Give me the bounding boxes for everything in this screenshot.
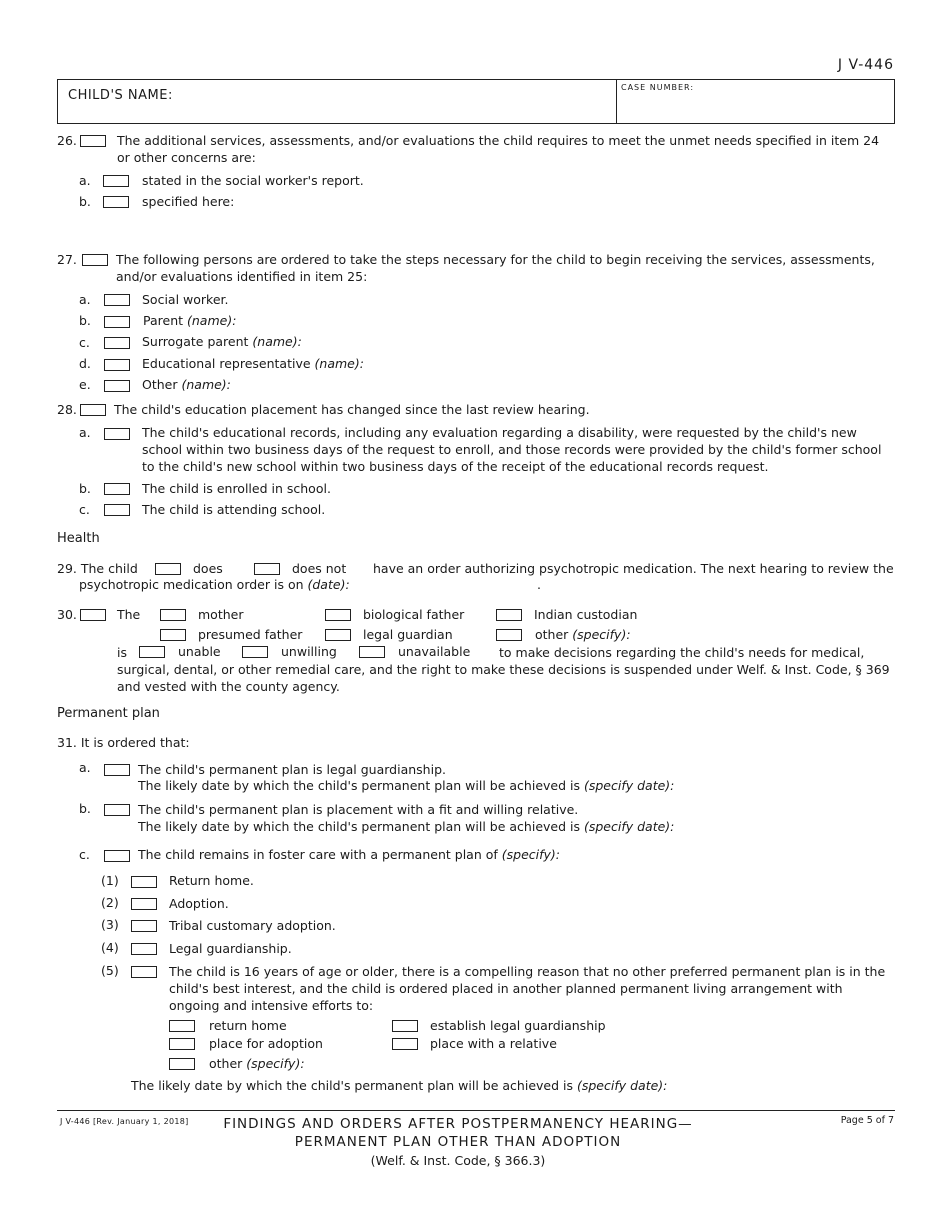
efforts-other-specify: (specify): — [246, 1056, 305, 1071]
item31c5-checkbox[interactable] — [131, 966, 157, 978]
item30-text: to make decisions regarding the child's needs for medical, — [499, 645, 865, 660]
item31a-text: The child's permanent plan is legal guardianship. — [138, 762, 446, 777]
footer-revision: J V-446 [Rev. January 1, 2018] — [60, 1117, 189, 1126]
item29-line2-text: psychotropic medication order is on — [79, 577, 304, 592]
efforts-place-for-adoption-label: place for adoption — [209, 1036, 323, 1051]
item31c1-number: (1) — [101, 873, 119, 888]
header-box — [57, 79, 895, 124]
item27e-label — [142, 377, 231, 392]
footer-rule — [57, 1110, 895, 1111]
item31c3-label: Tribal customary adoption. — [169, 918, 336, 933]
item30-other-specify: (specify): — [572, 627, 631, 642]
item27a-letter: a. — [79, 292, 91, 307]
item28a-letter: a. — [79, 425, 91, 440]
item27-text: The following persons are ordered to take the steps necessary for the child to begin receiving the services, assessments, and/or evaluations identified in item 25: — [116, 252, 875, 284]
item31b-likely-date-text: The likely date by which the child's permanent plan will be achieved is — [138, 819, 580, 834]
health-heading: Health — [57, 531, 100, 546]
item31a-likely-date — [138, 778, 674, 793]
efforts-establish-guardianship-label: establish legal guardianship — [430, 1018, 606, 1033]
item28c-letter: c. — [79, 502, 90, 517]
item31a-specify-date: (specify date): — [583, 778, 675, 793]
item31c4-checkbox[interactable] — [131, 943, 157, 955]
item26-checkbox[interactable] — [80, 135, 106, 147]
item31c2-number: (2) — [101, 895, 119, 910]
item31b-text: The child's permanent plan is placement with a fit and willing relative. — [138, 802, 579, 817]
efforts-return-home-label: return home — [209, 1018, 287, 1033]
item31c1-checkbox[interactable] — [131, 876, 157, 888]
item27e-label-text: Other — [142, 377, 178, 392]
item30-legal-guardian-label: legal guardian — [363, 627, 453, 642]
item30-checkbox[interactable] — [80, 609, 106, 621]
efforts-place-for-adoption-checkbox[interactable] — [169, 1038, 195, 1050]
item27e-letter: e. — [79, 377, 91, 392]
item29-line2 — [79, 577, 350, 592]
item30-other-label — [535, 627, 631, 642]
item28a-checkbox[interactable] — [104, 428, 130, 440]
item26a-text: stated in the social worker's report. — [142, 173, 364, 188]
item31c2-label: Adoption. — [169, 896, 229, 911]
item31c-text-main: The child remains in foster care with a permanent plan of — [138, 847, 498, 862]
item31c3-checkbox[interactable] — [131, 920, 157, 932]
item27a-checkbox[interactable] — [104, 294, 130, 306]
item30-unwilling-label: unwilling — [281, 644, 337, 659]
item27d-name-hint: (name): — [314, 356, 364, 371]
item28a-text: The child's educational records, including any evaluation regarding a disability, were requested by the child's new school within two business days of the request to enroll, and those records were provided by the child's former school to the child's new school within two business days of the receipt of the educational records request. — [142, 425, 882, 474]
item31c-text — [138, 847, 560, 862]
item27b-label — [143, 313, 236, 328]
item29-period: . — [537, 577, 541, 592]
item30-unable-checkbox[interactable] — [139, 646, 165, 658]
footer-page-number: Page 5 of 7 — [840, 1115, 894, 1126]
item30-number: 30. — [57, 607, 77, 622]
item27c-letter: c. — [79, 335, 90, 350]
item26-number: 26. — [57, 133, 77, 148]
item27d-label — [142, 356, 364, 371]
item27b-letter: b. — [79, 313, 91, 328]
case-number-label: CASE NUMBER: — [621, 83, 695, 92]
item27c-name-hint: (name): — [252, 334, 302, 349]
item27-checkbox[interactable] — [82, 254, 108, 266]
footer-code: (Welf. & Inst. Code, § 366.3) — [370, 1153, 546, 1168]
item29-does-checkbox[interactable] — [155, 563, 181, 575]
item29-lead: 29. The child — [57, 561, 138, 576]
item31a-checkbox[interactable] — [104, 764, 130, 776]
efforts-other-checkbox[interactable] — [169, 1058, 195, 1070]
item31c-checkbox[interactable] — [104, 850, 130, 862]
item27c-label-text: Surrogate parent — [142, 334, 249, 349]
item30-mother-checkbox[interactable] — [160, 609, 186, 621]
item31c-specify: (specify): — [501, 847, 560, 862]
item31b-checkbox[interactable] — [104, 804, 130, 816]
item30-biological-father-label: biological father — [363, 607, 465, 622]
item28-number: 28. — [57, 402, 77, 417]
item27-number: 27. — [57, 252, 77, 267]
item29-does-label: does — [193, 561, 223, 576]
item31b-specify-date: (specify date): — [583, 819, 675, 834]
efforts-establish-guardianship-checkbox[interactable] — [392, 1020, 418, 1032]
item29-does-not-label: does not — [292, 561, 347, 576]
item31c1-label: Return home. — [169, 873, 254, 888]
item26b-text: specified here: — [142, 194, 235, 209]
efforts-place-with-relative-label: place with a relative — [430, 1036, 557, 1051]
item28c-text: The child is attending school. — [142, 502, 326, 517]
item27e-name-hint: (name): — [181, 377, 231, 392]
item30-biological-father-checkbox[interactable] — [325, 609, 351, 621]
efforts-other-text: other — [209, 1056, 243, 1071]
item27b-name-hint: (name): — [187, 313, 237, 328]
item29-date-hint: (date): — [307, 577, 350, 592]
efforts-place-with-relative-checkbox[interactable] — [392, 1038, 418, 1050]
item26a-letter: a. — [79, 173, 91, 188]
item26b-letter: b. — [79, 194, 91, 209]
item27d-label-text: Educational representative — [142, 356, 311, 371]
item31c2-checkbox[interactable] — [131, 898, 157, 910]
item31c5-label: The child is 16 years of age or older, there is a compelling reason that no other preferred permanent plan is in the child's best interest, and the child is ordered placed in another planned permanent living arrangement with ongoing and intensive efforts to: — [169, 964, 886, 1013]
item30-is: is — [117, 645, 127, 660]
item27b-checkbox[interactable] — [104, 316, 130, 328]
item28c-checkbox[interactable] — [104, 504, 130, 516]
item31c3-number: (3) — [101, 917, 119, 932]
item28b-checkbox[interactable] — [104, 483, 130, 495]
item26a-checkbox[interactable] — [103, 175, 129, 187]
item30-presumed-father-checkbox[interactable] — [160, 629, 186, 641]
header-divider — [616, 79, 617, 124]
form-id: J V-446 — [837, 57, 894, 73]
item30-indian-custodian-checkbox[interactable] — [496, 609, 522, 621]
item31a-letter: a. — [79, 760, 91, 775]
childs-name-label: CHILD'S NAME: — [68, 88, 173, 103]
item28b-letter: b. — [79, 481, 91, 496]
item31b-letter: b. — [79, 801, 91, 816]
item31a-likely-date-text: The likely date by which the child's permanent plan will be achieved is — [138, 778, 580, 793]
item30-legal-guardian-checkbox[interactable] — [325, 629, 351, 641]
item29-does-not-checkbox[interactable] — [254, 563, 280, 575]
item30-unavailable-label: unavailable — [398, 644, 471, 659]
item26b-checkbox[interactable] — [103, 196, 129, 208]
item31c4-number: (4) — [101, 940, 119, 955]
item30-line2: surgical, dental, or other remedial care, and the right to make these decisions is suspended under Welf. & Inst. Code, § 369 — [117, 662, 890, 677]
item31c-likely-date-text: The likely date by which the child's permanent plan will be achieved is — [131, 1078, 573, 1093]
item31-lead: 31. It is ordered that: — [57, 735, 190, 750]
item31c-specify-date: (specify date): — [576, 1078, 668, 1093]
item28-checkbox[interactable] — [80, 404, 106, 416]
item27d-checkbox[interactable] — [104, 359, 130, 371]
item27a-label: Social worker. — [142, 292, 229, 307]
permanent-plan-heading: Permanent plan — [57, 706, 160, 721]
item31c-letter: c. — [79, 847, 90, 862]
efforts-other-label — [209, 1056, 305, 1071]
item26-text: The additional services, assessments, and/or evaluations the child requires to meet the unmet needs specified in item 24 or other concerns are: — [117, 133, 880, 165]
item30-unavailable-checkbox[interactable] — [359, 646, 385, 658]
item28b-text: The child is enrolled in school. — [142, 481, 331, 496]
item28-text: The child's education placement has changed since the last review hearing. — [114, 402, 590, 417]
item31c-likely-date — [131, 1078, 667, 1093]
item27c-label — [142, 334, 302, 349]
item31c5-number: (5) — [101, 963, 119, 978]
item27c-checkbox[interactable] — [104, 337, 130, 349]
item31c4-label: Legal guardianship. — [169, 941, 292, 956]
item30-other-checkbox[interactable] — [496, 629, 522, 641]
item27b-label-text: Parent — [143, 313, 184, 328]
item30-presumed-father-label: presumed father — [198, 627, 303, 642]
item31b-likely-date — [138, 819, 674, 834]
item30-unwilling-checkbox[interactable] — [242, 646, 268, 658]
footer-title-line2: PERMANENT PLAN OTHER THAN ADOPTION — [294, 1134, 622, 1150]
item27d-letter: d. — [79, 356, 91, 371]
efforts-return-home-checkbox[interactable] — [169, 1020, 195, 1032]
item30-indian-custodian-label: Indian custodian — [534, 607, 638, 622]
item29-text: have an order authorizing psychotropic medication. The next hearing to review the — [373, 561, 894, 576]
item27e-checkbox[interactable] — [104, 380, 130, 392]
footer-title-line1: FINDINGS AND ORDERS AFTER POSTPERMANENCY HEARING— — [223, 1116, 693, 1132]
item30-other-text: other — [535, 627, 569, 642]
item30-mother-label: mother — [198, 607, 244, 622]
item30-the: The — [117, 607, 141, 622]
item30-unable-label: unable — [178, 644, 221, 659]
item30-line3: and vested with the county agency. — [117, 679, 340, 694]
